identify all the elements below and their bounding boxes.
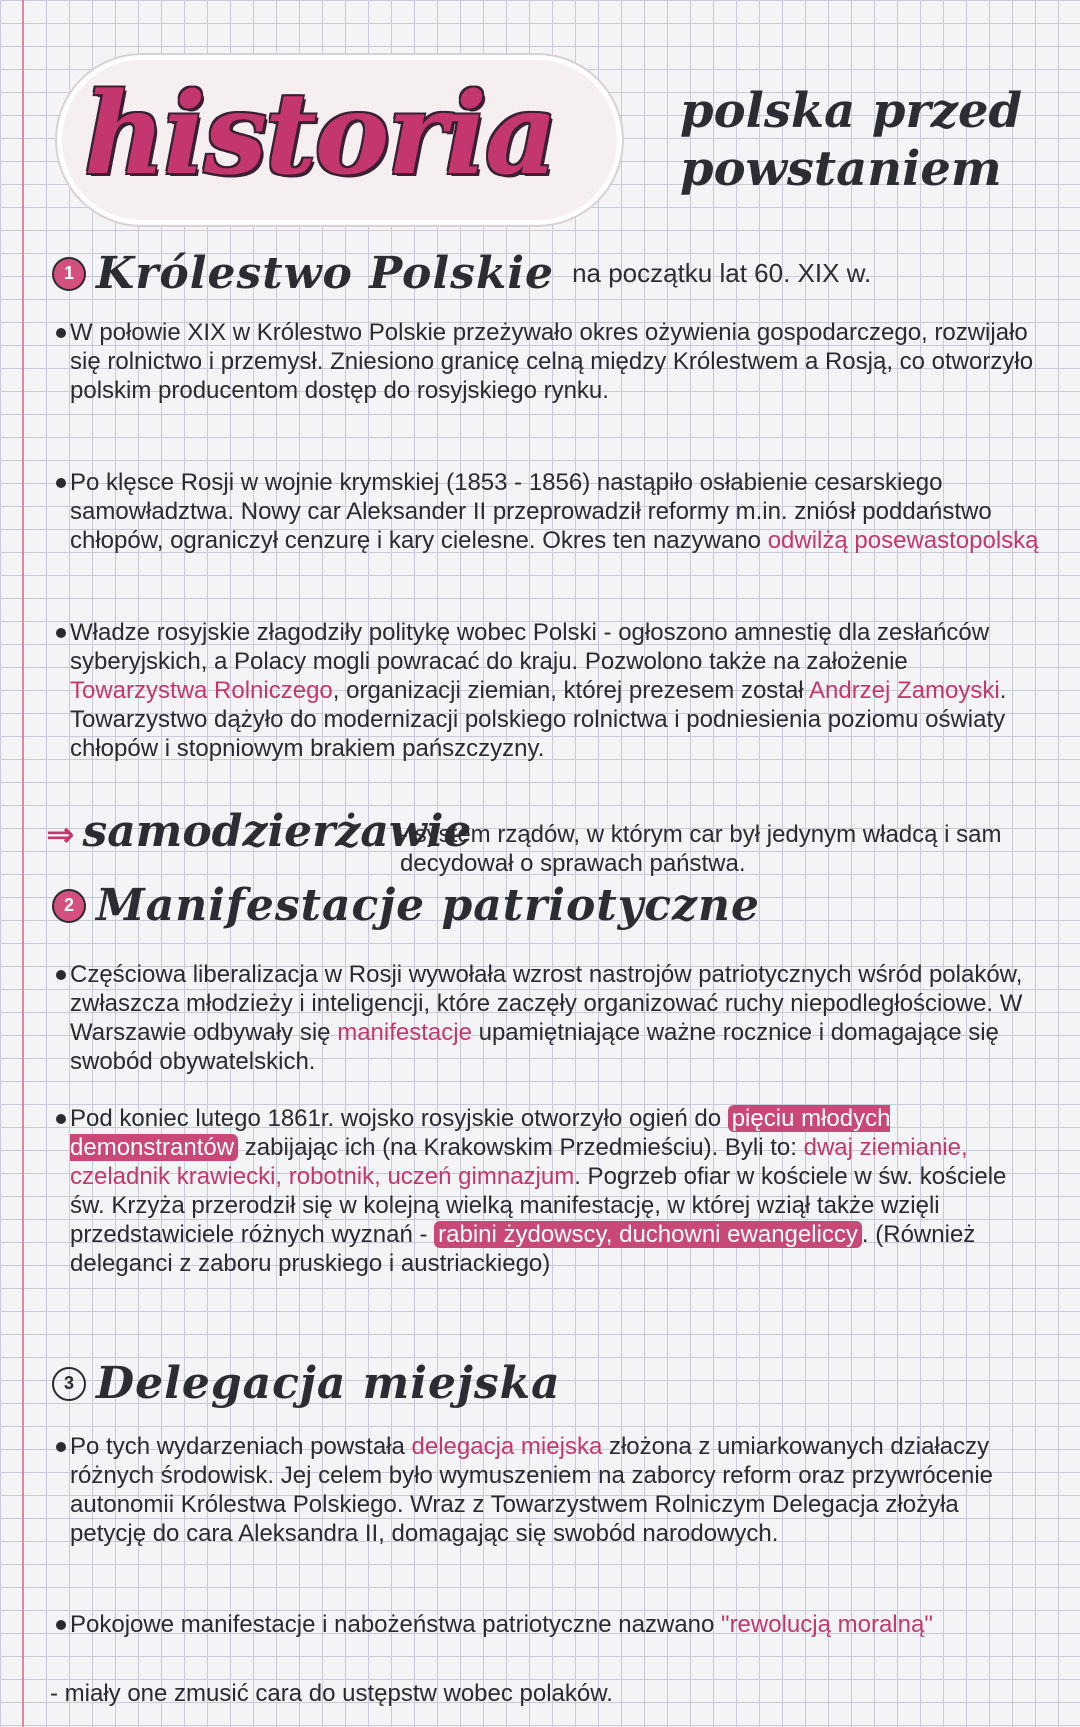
highlighted-text: "rewolucją moralną" (721, 1611, 933, 1638)
section-title-2: Manifestacje patriotyczne (96, 880, 760, 931)
highlighted-text: odwilżą posewastopolską (767, 527, 1039, 554)
paragraph-text: Pokojowe manifestacje i nabożeństwa patriotyczne nazwano (70, 1611, 722, 1638)
title-sticker (62, 52, 622, 232)
highlighted-text: manifestacje (337, 1019, 472, 1046)
paragraph-text: Władze rosyjskie złagodziły politykę wobec Polski - ogłoszono amnestię dla zesłańców syberyjskich, a Polacy mogli powracać do kraju. Pozwolono także na założenie (70, 619, 990, 675)
section-title-1: Królestwo Polskie (96, 248, 555, 299)
highlighted-text: Towarzystwa Rolniczego (70, 677, 333, 704)
paragraph-text: Po klęsce Rosji w wojnie krymskiej (1853 - 1856) nastąpiło osłabienie cesarskiego samowładztwa. Nowy car Aleksander II przeprowadził reformy m.in. zniósł poddaństwo chłopów, ograniczył cenzurę i kary cielesne. Okres ten nazywano (70, 469, 992, 554)
bullet-icon (56, 1114, 66, 1124)
term: samodzierżawie (82, 806, 472, 857)
paragraph-text: złożona z umiarkowanych działaczy różnych środowisk. Jej celem było wymuszeniem na zaborcy reform oraz przywrócenie autonomii Królestwa Polskiego. Wraz z Towarzystwem Rolniczym Delegacja złożyła petycję do cara Aleksandra II, domagając się swobód narodowych. (70, 1433, 993, 1547)
section-heading-1 (52, 248, 871, 299)
paragraph-text: zabijając ich (na Krakowskim Przedmieściu). Byli to: (238, 1134, 804, 1161)
paragraph-text: upamiętniające ważne rocznice i domagające się swobód obywatelskich. (70, 1019, 999, 1075)
paragraph-text: . Pogrzeb ofiar w kościele w św. kościele św. Krzyża przerodził się w kolejną wielką manifestację, w której wziął także wzięli przedstawiciele różnych wyznań - (70, 1163, 1007, 1248)
bullet-icon (56, 628, 66, 638)
paragraph-text: . Towarzystwo dążyło do modernizacji polskiego rolnictwa i podniesienia poziomu oświaty chłopów i stopniowym brakiem pańszczyzny. (70, 677, 1007, 762)
section-title-suffix-1: na początku lat 60. XIX w. (572, 258, 872, 288)
paragraph (70, 960, 1040, 1076)
paragraph (70, 1610, 1040, 1639)
arrow-right-icon: ⇒ (46, 815, 75, 855)
section-heading-2 (52, 880, 760, 931)
term-definition: - system rządów, w którym car był jedynym władcą i sam decydował o sprawach państwa. (400, 821, 1002, 877)
bullet-icon (56, 328, 66, 338)
paragraph-text: W połowie XIX w Królestwo Polskie przeżywało okres ożywienia gospodarczego, rozwijało się rolnictwo i przemysł. Zniesiono granicę celną między Królestwem a Rosją, co otworzyło polskim producentom dostęp do rosyjskiego rynku. (70, 319, 1034, 404)
highlighted-text: dwaj ziemianie, czeladnik krawiecki, robotnik, uczeń gimnazjum (70, 1134, 968, 1190)
paragraph (70, 1432, 1040, 1548)
section-heading-3 (52, 1358, 561, 1409)
paragraph (70, 468, 1040, 555)
section-number-3: 3 (52, 1367, 86, 1401)
paragraph (70, 1104, 1040, 1278)
section-title-3: Delegacja miejska (96, 1358, 561, 1409)
paragraph-text: Po tych wydarzeniach powstała (70, 1433, 412, 1460)
paragraph-text: Pod koniec lutego 1861r. wojsko rosyjskie otworzyło ogień do (70, 1105, 728, 1132)
dash-note: - miały one zmusić cara do ustępstw wobec polaków. (50, 1680, 613, 1707)
highlighted-text: pięciu młodych demonstrantów (70, 1105, 891, 1161)
paragraph (70, 618, 1040, 763)
section-number-1: 1 (52, 257, 86, 291)
highlighted-text: Andrzej Zamoyski (808, 677, 1000, 704)
bullet-icon (56, 1620, 66, 1630)
paragraph-text: , organizacji ziemian, której prezesem został (332, 677, 809, 704)
page-title: historia (84, 69, 556, 200)
section-number-2: 2 (52, 889, 86, 923)
paragraph-text: Częściowa liberalizacja w Rosji wywołała wzrost nastrojów patriotycznych wśród polaków, zwłaszcza młodzieży i inteligencji, które zaczęły organizować ruchy niepodległościowe. W Warszawie odbywały się (70, 961, 1023, 1046)
bullet-icon (56, 478, 66, 488)
page-subtitle: polska przed powstaniem (680, 83, 1023, 197)
bullet-icon (56, 970, 66, 980)
bullet-icon (56, 1442, 66, 1452)
margin-line (22, 0, 24, 1727)
paragraph-text: . (Również deleganci z zaboru pruskiego i austriackiego) (70, 1221, 976, 1277)
highlighted-text: delegacja miejska (411, 1433, 603, 1460)
paragraph (70, 318, 1040, 405)
highlighted-text: rabini żydowscy, duchowni ewangeliccy (434, 1221, 862, 1248)
